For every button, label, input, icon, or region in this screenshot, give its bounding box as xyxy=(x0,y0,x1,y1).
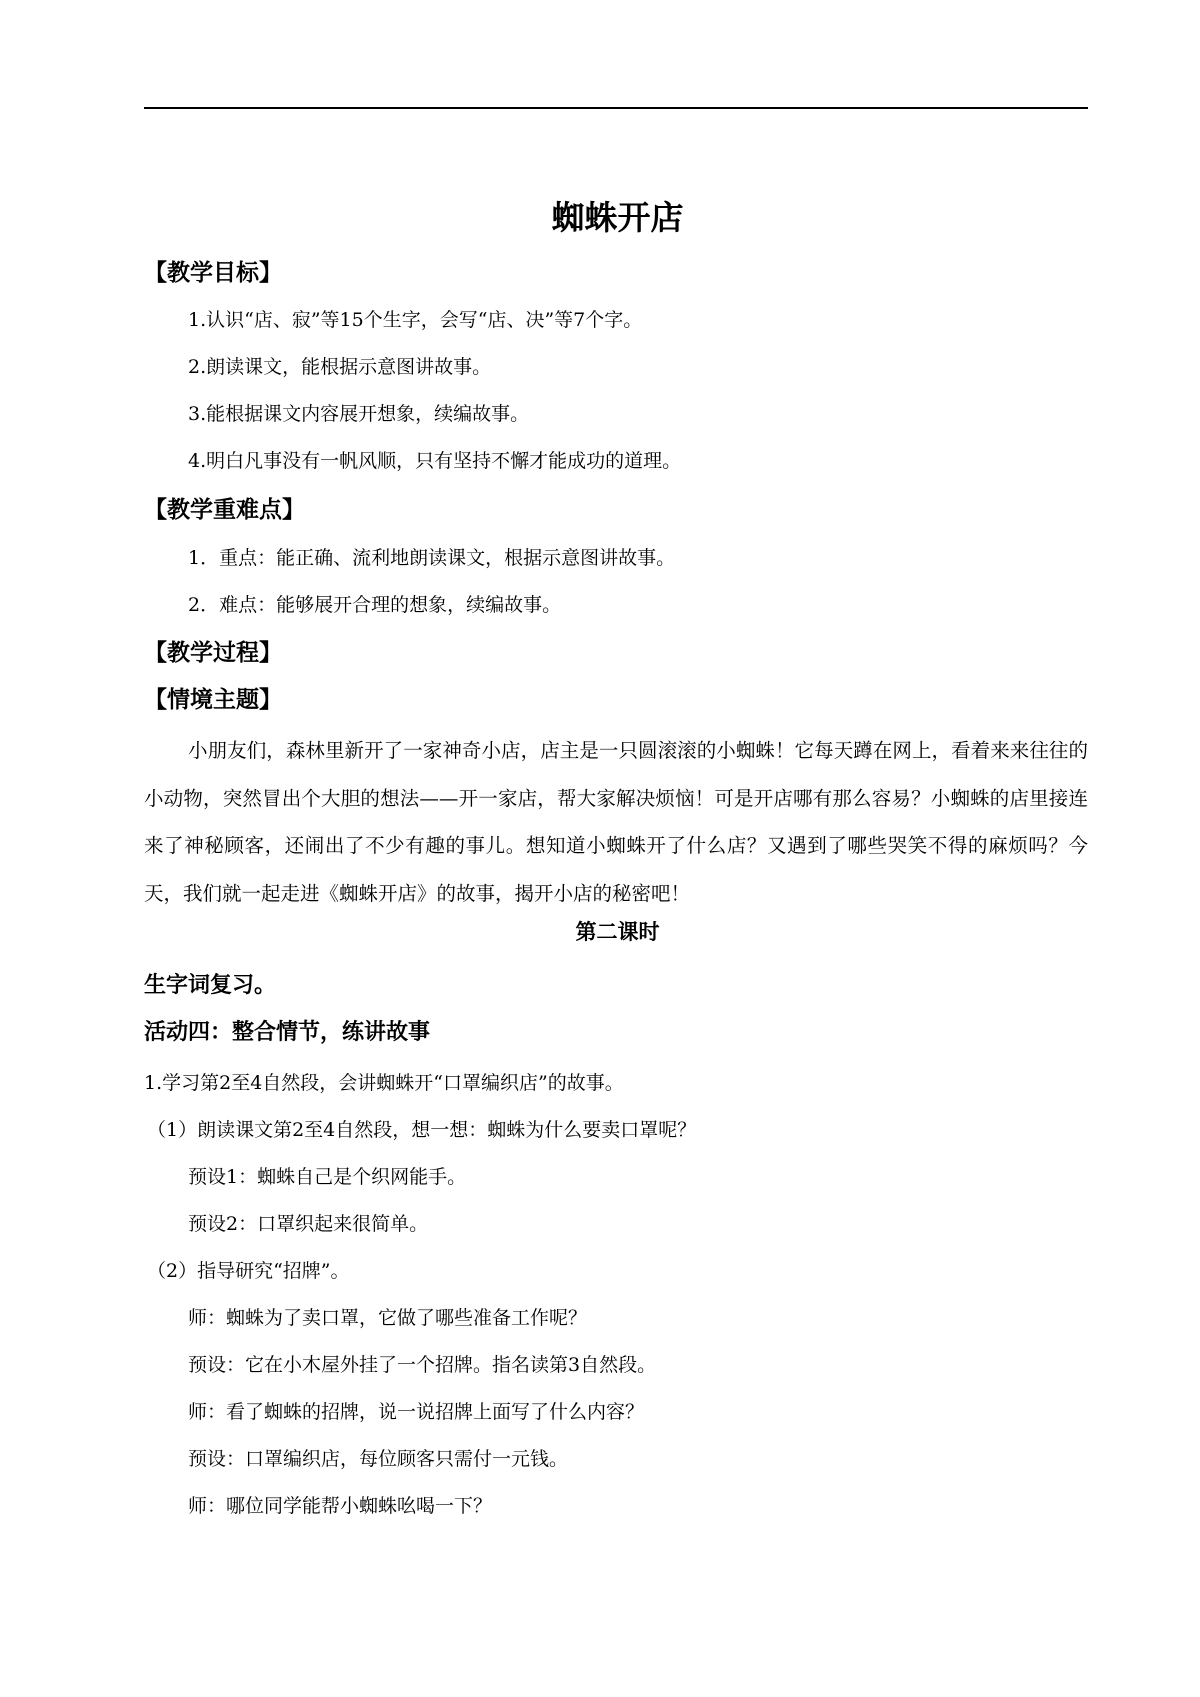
teacher-line: 师：看了蜘蛛的招牌，说一说招牌上面写了什么内容？ xyxy=(188,1401,645,1423)
objective-item: 3.能根据课文内容展开想象，续编故事。 xyxy=(188,403,530,425)
activity-heading: 活动四：整合情节，练讲故事 xyxy=(144,1020,431,1045)
lesson-title: 第二课时 xyxy=(575,920,660,944)
process-heading: 【教学过程】 xyxy=(144,640,282,666)
objectives-heading: 【教学目标】 xyxy=(144,260,282,286)
review-line: 生字词复习。 xyxy=(144,973,277,998)
teacher-line: 师：哪位同学能帮小蜘蛛吆喝一下？ xyxy=(188,1495,493,1517)
step-line: 1.学习第2至4自然段，会讲蜘蛛开“口罩编织店”的故事。 xyxy=(144,1072,624,1094)
key-points-heading: 【教学重难点】 xyxy=(144,497,305,523)
key-point-item: 2．难点：能够展开合理的想象，续编故事。 xyxy=(188,594,562,616)
preset-line: 预设2：口罩织起来很简单。 xyxy=(188,1213,429,1235)
objective-item: 4.明白凡事没有一帆风顺，只有坚持不懈才能成功的道理。 xyxy=(188,450,682,472)
question-line: （2）指导研究“招牌”。 xyxy=(147,1260,350,1282)
objective-item: 1.认识“店、寂”等15个生字，会写“店、决”等7个字。 xyxy=(188,309,643,331)
preset-line: 预设：它在小木屋外挂了一个招牌。指名读第3自然段。 xyxy=(188,1354,657,1376)
key-point-item: 1．重点：能正确、流利地朗读课文，根据示意图讲故事。 xyxy=(188,547,676,569)
objective-item: 2.朗读课文，能根据示意图讲故事。 xyxy=(188,356,492,378)
header-rule xyxy=(144,107,1088,109)
scenario-paragraph: 小朋友们，森林里新开了一家神奇小店，店主是一只圆滚滚的小蜘蛛！它每天蹲在网上，看着来来往往的小动物，突然冒出个大胆的想法——开一家店，帮大家解决烦恼！可是开店哪有那么容易？小蜘蛛的店里接连来了神秘顾客，还闹出了不少有趣的事儿。想知道小蜘蛛开了什么店？又遇到了哪些哭笑不得的麻烦吗？今天，我们就一起走进《蜘蛛开店》的故事，揭开小店的秘密吧！ xyxy=(144,739,1088,905)
preset-line: 预设1：蜘蛛自己是个织网能手。 xyxy=(188,1166,467,1188)
question-line: （1）朗读课文第2至4自然段，想一想：蜘蛛为什么要卖口罩呢？ xyxy=(147,1119,697,1141)
document-title: 蜘蛛开店 xyxy=(551,198,684,237)
teacher-line: 师：蜘蛛为了卖口罩，它做了哪些准备工作呢？ xyxy=(188,1307,588,1329)
preset-line: 预设：口罩编织店，每位顾客只需付一元钱。 xyxy=(188,1448,569,1470)
scenario-heading: 【情境主题】 xyxy=(144,687,282,713)
